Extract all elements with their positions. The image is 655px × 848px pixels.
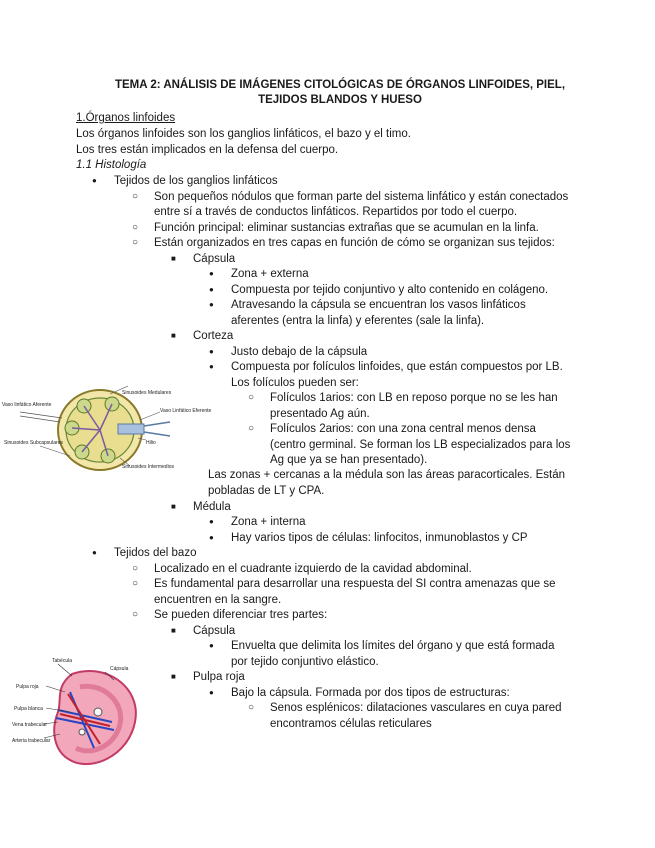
medula-label: ■ Médula bbox=[193, 499, 231, 515]
bullet-bazo: ● Tejidos del bazo bbox=[114, 545, 196, 561]
spleen-diagram bbox=[10, 652, 150, 777]
foliculo-2-line3: Ag que ya se han presentado). bbox=[270, 454, 428, 466]
ganglios-desc-1: ○ Son pequeños nódulos que forman parte del sistema linfático y están conectados bbox=[154, 189, 568, 205]
ganglios-funcion: ○ Función principal: eliminar sustancias extrañas que se acumulan en la linfa. bbox=[154, 220, 539, 236]
label-tabecula: Tabécula bbox=[52, 658, 73, 664]
medula-item-1: ● Zona + interna bbox=[231, 514, 305, 530]
foliculo-2-line2: (centro germinal. Se forman los LB especializados para los bbox=[270, 439, 571, 451]
senos-line-1: ○ Senos esplénicos: dilataciones vasculares en cuya pared bbox=[270, 700, 562, 716]
capsula-label: ■ Cápsula bbox=[193, 251, 235, 267]
bazo-item-1: ○ Localizado en el cuadrante izquierdo de la cavidad abdominal. bbox=[154, 561, 472, 577]
bazo-capsula-label: ■ Cápsula bbox=[193, 623, 235, 639]
label-sinusoides-medulares: Sinusoides Medulares bbox=[122, 390, 172, 396]
ganglios-desc-2: entre sí a través de conductos linfáticos. Repartidos por todo el cuerpo. bbox=[154, 206, 518, 218]
label-arteria-trabecular: Arteria trabecular bbox=[12, 738, 51, 744]
medula-item-2: ● Hay varios tipos de células: linfocitos, inmunoblastos y CP bbox=[231, 530, 528, 546]
bullet-ganglios: ● Tejidos de los ganglios linfáticos bbox=[114, 173, 278, 189]
document-title-line1: TEMA 2: ANÁLISIS DE IMÁGENES CITOLÓGICAS DE ÓRGANOS LINFOIDES, PIEL, bbox=[114, 79, 566, 91]
bazo-capsula-item-1: ● Envuelta que delimita los límites del órgano y que está formada bbox=[231, 638, 554, 654]
capsula-item-2: ● Compuesta por tejido conjuntivo y alto contenido en colágeno. bbox=[231, 282, 548, 298]
ganglios-capas: ○ Están organizados en tres capas en función de cómo se organizan sus tejidos: bbox=[154, 235, 555, 251]
label-sinusoides-subcapsulares: Sinusoides Subcapsulares bbox=[4, 440, 63, 446]
corteza-item-2b: Los folículos pueden ser: bbox=[231, 377, 359, 389]
label-pulpa-blanca: Pulpa blanca bbox=[14, 706, 43, 712]
section-heading: 1.Órganos linfoides bbox=[76, 112, 176, 124]
bazo-item-2b: encuentren en la sangre. bbox=[154, 594, 282, 606]
bazo-item-2: ○ Es fundamental para desarrollar una respuesta del SI contra amenazas que se bbox=[154, 576, 555, 592]
zonas-paracorticales-2: pobladas de LT y CPA. bbox=[208, 485, 325, 497]
label-capsula: Cápsula bbox=[110, 666, 129, 672]
capsula-item-3: ● Atravesando la cápsula se encuentran los vasos linfáticos bbox=[231, 297, 526, 313]
label-hilio: Hilio bbox=[146, 440, 156, 446]
lymph-node-diagram bbox=[0, 382, 212, 492]
pulpa-roja-item-1: ● Bajo la cápsula. Formada por dos tipos de estructuras: bbox=[231, 685, 510, 701]
label-vaso-aferente: Vaso linfático Aferente bbox=[2, 402, 52, 408]
capsula-item-3b: aferentes (entra la linfa) y eferentes (sale la linfa). bbox=[231, 315, 485, 327]
bazo-item-3: ○ Se pueden diferenciar tres partes: bbox=[154, 607, 327, 623]
foliculo-1-line1: ○ Folículos 1arios: con LB en reposo porque no se les han bbox=[270, 390, 558, 406]
intro-line-1: Los órganos linfoides son los ganglios linfáticos, el bazo y el timo. bbox=[76, 128, 411, 140]
corteza-label: ■ Corteza bbox=[193, 328, 233, 344]
label-sinusoides-intermedios: Sinusoides Intermedios bbox=[122, 464, 174, 470]
bazo-capsula-item-1b: por tejido conjuntivo elástico. bbox=[231, 656, 379, 668]
capsula-item-1: ● Zona + externa bbox=[231, 266, 309, 282]
corteza-item-2: ● Compuesta por folículos linfoides, que están compuestos por LB. bbox=[231, 359, 563, 375]
subsection-heading: 1.1 Histología bbox=[76, 159, 147, 171]
label-vena-trabecular: Vena trabecular bbox=[12, 722, 48, 728]
corteza-item-1: ● Justo debajo de la cápsula bbox=[231, 344, 367, 360]
zonas-paracorticales-1: Las zonas + cercanas a la médula son las áreas paracorticales. Están bbox=[208, 469, 566, 481]
foliculo-1-line2: presentado Ag aún. bbox=[270, 408, 370, 420]
intro-line-2: Los tres están implicados en la defensa del cuerpo. bbox=[76, 144, 339, 156]
pulpa-roja-label: ■ Pulpa roja bbox=[193, 669, 245, 685]
senos-line-2: encontramos células reticulares bbox=[270, 718, 432, 730]
label-vaso-eferente: Vaso Linfático Eferente bbox=[160, 408, 212, 414]
label-pulpa-roja: Pulpa roja bbox=[16, 684, 39, 690]
document-title-line2: TEJIDOS BLANDOS Y HUESO bbox=[258, 94, 422, 106]
foliculo-2-line1: ○ Folículos 2arios: con una zona central menos densa bbox=[270, 421, 536, 437]
